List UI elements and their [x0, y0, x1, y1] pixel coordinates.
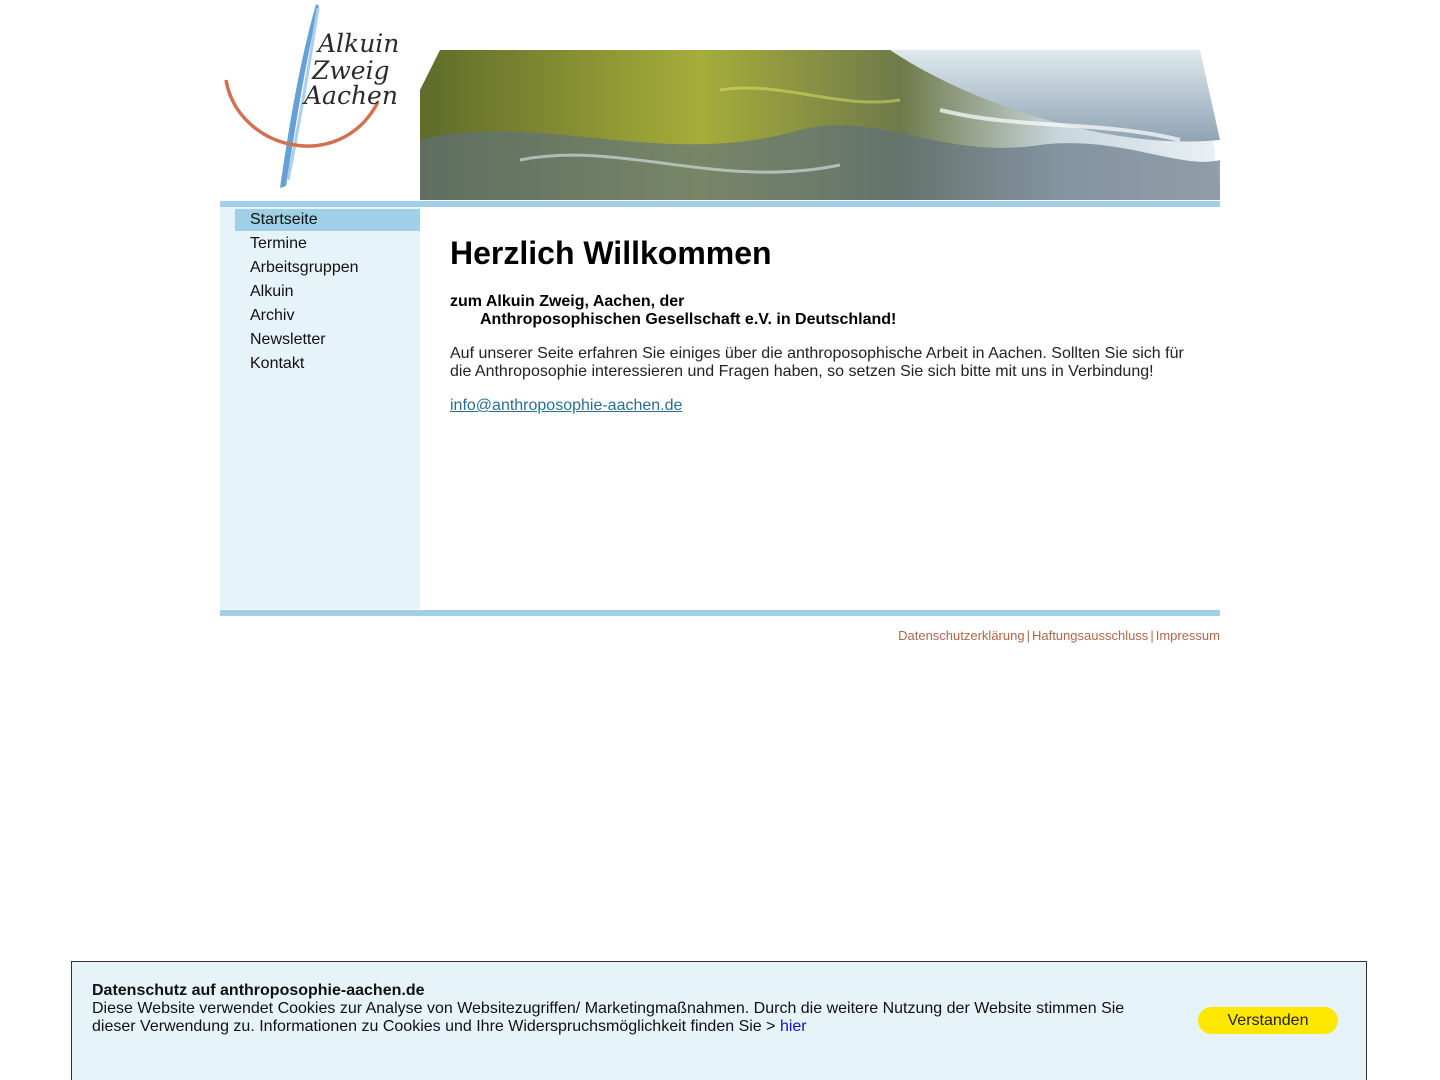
cookie-accept-button[interactable]: Verstanden — [1198, 1007, 1338, 1034]
page-container — [220, 0, 1220, 643]
logo-text-alkuin: Alkuin — [318, 29, 400, 58]
nav-item-kontakt[interactable]: Kontakt — [250, 355, 305, 372]
main-navigation — [235, 209, 420, 377]
cookie-banner — [71, 961, 1367, 1080]
intro-line-2: Anthroposophischen Gesellschaft e.V. in Deutschland! — [480, 311, 897, 328]
nav-item-termine[interactable]: Termine — [250, 235, 307, 252]
header — [220, 0, 1220, 202]
nav-item-arbeitsgruppen[interactable]: Arbeitsgruppen — [250, 259, 359, 276]
nav-item-newsletter[interactable]: Newsletter — [250, 331, 326, 348]
page-title: Herzlich Willkommen — [450, 235, 772, 271]
cookie-info-link[interactable]: hier — [779, 1018, 807, 1035]
footer-link-datenschutz[interactable]: Datenschutzerklärung — [898, 628, 1025, 643]
nav-item-startseite[interactable]: Startseite — [235, 209, 420, 231]
footer-link-haftungsausschluss[interactable]: Haftungsausschluss — [1031, 628, 1149, 643]
footer-link-impressum[interactable]: Impressum — [1155, 628, 1220, 643]
cookie-text-block — [92, 982, 1152, 1036]
cookie-title: Datenschutz auf anthroposophie-aachen.de — [92, 982, 425, 999]
intro-line-1: zum Alkuin Zweig, Aachen, der — [450, 293, 685, 310]
site-logo[interactable] — [220, 0, 400, 195]
sidebar — [220, 207, 420, 609]
logo-text-zweig: Zweig — [312, 56, 390, 85]
intro-text — [450, 293, 1200, 329]
nav-item-archiv[interactable]: Archiv — [250, 307, 295, 324]
logo-text-aachen: Aachen — [304, 81, 398, 110]
welcome-paragraph: Auf unserer Seite erfahren Sie einiges über die anthroposophische Arbeit in Aachen. Sollten Sie sich für die Anthroposophie interessieren und Fragen haben, so setzen Sie sich bitte mit uns in Verbindung! — [450, 345, 1184, 380]
footer-links — [898, 628, 1220, 643]
nav-item-alkuin[interactable]: Alkuin — [250, 283, 294, 300]
header-banner-image — [420, 50, 1220, 200]
bottom-divider-bar — [220, 610, 1220, 616]
cookie-description: Diese Website verwendet Cookies zur Analyse von Websitezugriffen/ Marketingmaßnahmen. Durch die weitere Nutzung der Website stimmen Sie dieser Verwendung zu. Informationen zu Cookies und Ihre Widerspruchsmöglichkeit finden Sie > — [92, 1000, 1125, 1035]
footer-separator: | — [1026, 628, 1030, 643]
main-content — [450, 207, 1200, 415]
footer-separator: | — [1150, 628, 1154, 643]
email-link[interactable]: info@anthroposophie-aachen.de — [450, 397, 683, 414]
